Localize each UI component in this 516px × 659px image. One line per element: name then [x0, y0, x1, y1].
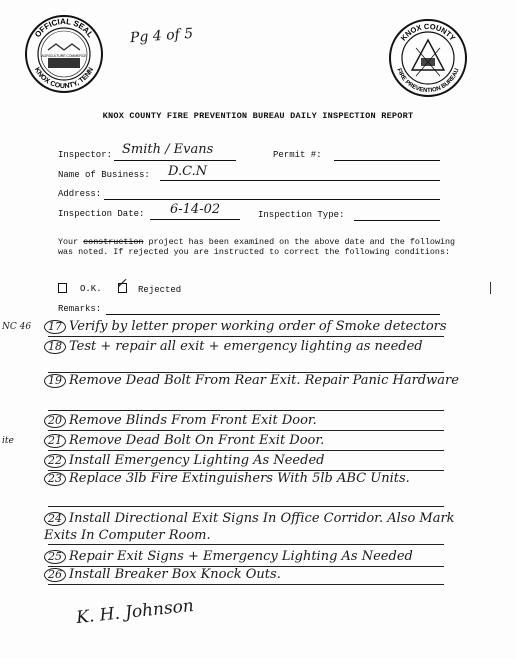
inspector-label: Inspector:: [58, 150, 113, 160]
remark-number: 21: [44, 434, 66, 448]
inspection-type-field-line[interactable]: [354, 220, 440, 221]
remark-item: [44, 372, 474, 410]
remark-text: Remove Dead Bolt From Rear Exit. Repair Panic Hardware: [69, 373, 459, 388]
seal-center-text: AGRICULTURE COMMERCE: [41, 54, 87, 58]
remark-item: [44, 548, 474, 566]
seal-ring-top: OFFICIAL SEAL: [32, 16, 96, 40]
remark-underline: [48, 410, 444, 411]
fire-prevention-bureau-seal: [388, 18, 468, 98]
remark-text: Verify by letter proper working order of Smoke detectors: [69, 319, 447, 334]
remark-text: Replace 3lb Fire Extinguishers With 5lb ABC Units.: [69, 471, 410, 486]
remark-text: Install Directional Exit Signs In Office Corridor. Also Mark Exits In Computer Room.: [44, 511, 455, 543]
ok-label: O.K.: [80, 284, 102, 294]
seal-ring-top: KNOX COUNTY: [398, 21, 458, 43]
remark-text: Remove Blinds From Front Exit Door.: [69, 413, 317, 428]
inspection-date-field-line: [150, 219, 240, 220]
remark-underline: [48, 584, 444, 585]
remark-item: [44, 566, 474, 584]
remark-number: 26: [44, 568, 66, 582]
remark-number: 23: [44, 472, 66, 486]
remark-item: [44, 432, 474, 450]
remark-number: 17: [44, 320, 66, 334]
remark-number: 18: [44, 340, 66, 354]
remark-text: Remove Dead Bolt On Front Exit Door.: [69, 433, 325, 448]
remark-number: 20: [44, 414, 66, 428]
business-name-field-line: [160, 180, 440, 181]
remark-text: Repair Exit Signs + Emergency Lighting As Needed: [69, 549, 413, 564]
remark-underline: [48, 544, 444, 545]
report-title: KNOX COUNTY FIRE PREVENTION BUREAU DAILY INSPECTION REPORT: [102, 111, 414, 121]
remarks-first-line: [106, 314, 440, 315]
remark-number: 19: [44, 374, 66, 388]
inspection-date-label: Inspection Date:: [58, 209, 145, 219]
ok-checkbox[interactable]: [58, 283, 67, 293]
remark-text: Test + repair all exit + emergency lighting as needed: [69, 339, 423, 354]
remark-item: [44, 338, 474, 372]
margin-note-mid: ite: [2, 436, 14, 446]
knox-county-official-seal: [24, 14, 104, 94]
remark-item: [44, 412, 474, 430]
remark-item: [44, 318, 474, 336]
notice-text-after: project has been examined on the above date and the following was noted. If rejected you are instructed to correct the following conditions:: [58, 237, 456, 257]
notice-struck-word: construction: [83, 237, 144, 247]
page-marker: Pg 4 of 5: [129, 25, 194, 47]
remark-number: 25: [44, 550, 66, 564]
address-label: Address:: [58, 189, 102, 199]
address-field-line[interactable]: [104, 199, 440, 200]
remark-item: [44, 510, 474, 544]
margin-note-top: NC 46: [2, 322, 32, 332]
remark-number: 22: [44, 454, 66, 468]
remark-item: [44, 470, 474, 506]
inspection-type-label: Inspection Type:: [258, 210, 345, 220]
remark-number: 24: [44, 512, 66, 526]
seal-ring-bottom: KNOX COUNTY, TENN: [32, 66, 96, 91]
rejected-check-mark: ✓: [115, 276, 127, 292]
notice-paragraph: [58, 237, 458, 257]
stray-tick-mark: [490, 282, 491, 294]
remark-underline: [48, 430, 444, 431]
seal-ring-bottom: FIRE PREVENTION BUREAU: [395, 67, 461, 95]
inspector-signature: K. H. Johnson: [75, 595, 195, 629]
permit-field-line[interactable]: [334, 160, 440, 161]
inspector-value[interactable]: Smith / Evans: [122, 142, 214, 157]
remark-underline: [48, 506, 444, 507]
rejected-label: Rejected: [138, 285, 182, 295]
remark-underline: [48, 336, 444, 337]
inspector-field-line: [114, 160, 236, 161]
remark-text: Install Breaker Box Knock Outs.: [69, 567, 281, 582]
business-name-label: Name of Business:: [58, 170, 150, 180]
inspection-date-value[interactable]: 6-14-02: [170, 202, 221, 217]
remark-item: [44, 452, 474, 470]
notice-text-before: Your: [58, 237, 84, 247]
remarks-label: Remarks:: [58, 304, 102, 314]
business-name-value[interactable]: D.C.N: [168, 164, 208, 179]
remark-text: Install Emergency Lighting As Needed: [69, 453, 325, 468]
permit-label: Permit #:: [273, 150, 322, 160]
remark-underline: [48, 450, 444, 451]
